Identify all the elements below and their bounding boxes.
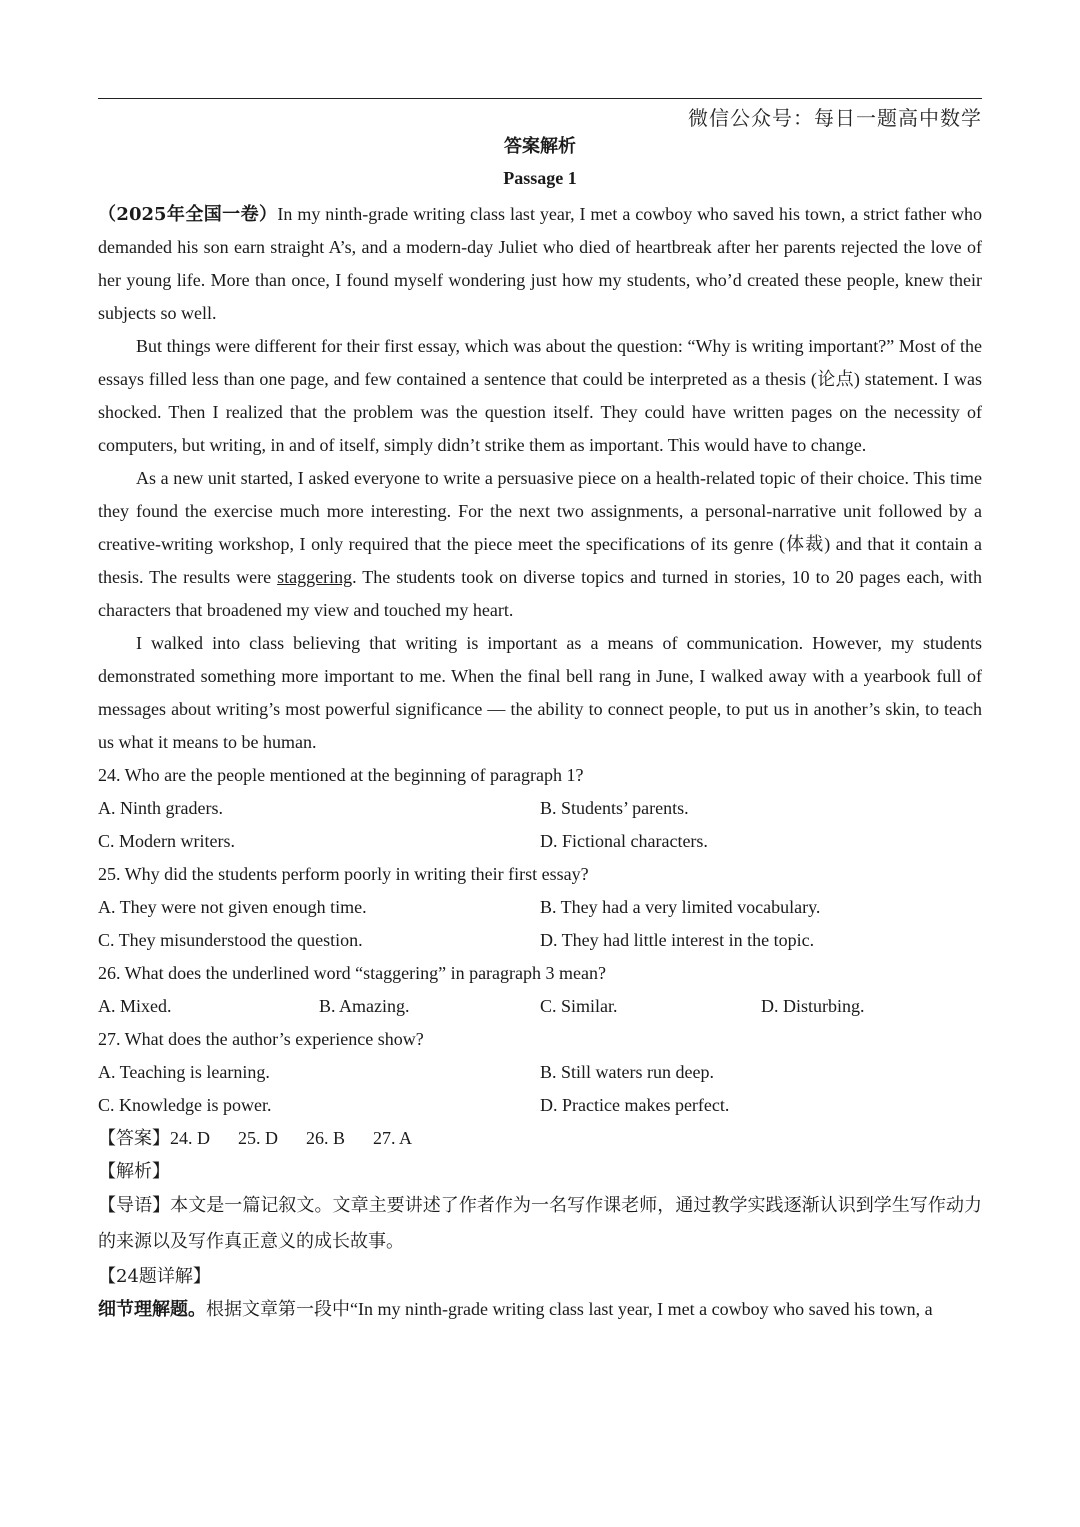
question-25: 25. Why did the students perform poorly in writing their first essay?	[98, 864, 589, 884]
answer-item: 25. D	[238, 1128, 278, 1148]
paragraph-3: As a new unit started, I asked everyone to write a persuasive piece on a health-related topic of their choice. This time they found the exercise much more interesting. For the next two assignments, a personal-narrative unit followed by a creative-writing workshop, I only required that the piece meet the specifications of its genre (体裁) and that it contain a thesis. The results were staggering. The students took on diverse topics and turned in stories, 10 to 20 pages each, with characters that broadened my view and touched my heart.	[98, 468, 982, 620]
option: B. Amazing.	[319, 996, 410, 1016]
question-27-options	[98, 1056, 982, 1122]
analysis-label: 【解析】	[98, 1161, 170, 1182]
question-25-options	[98, 891, 982, 957]
document-body	[98, 198, 982, 1326]
paragraph-1: （2025年全国一卷）In my ninth-grade writing class last year, I met a cowboy who saved his town, a strict father who demanded his son earn straight A’s, and a modern-day Juliet who died of heartbreak after her parents rejected the love of her young life. More than once, I found myself wondering just how my students, who’d created these people, knew their subjects so well.	[98, 204, 982, 323]
option: C. Knowledge is power.	[98, 1095, 272, 1115]
header-note: 微信公众号：每日一题高中数学	[688, 106, 982, 130]
page-title: 答案解析	[504, 136, 576, 157]
option: B. Still waters run deep.	[540, 1062, 714, 1082]
underlined-word: staggering	[277, 567, 353, 587]
detail-type: 细节理解题。	[98, 1299, 206, 1320]
answer-line	[98, 1122, 982, 1155]
guide-paragraph: 【导语】本文是一篇记叙文。文章主要讲述了作者作为一名写作课老师，通过教学实践逐渐认识到学生写作动力的来源以及写作真正意义的成长故事。	[98, 1195, 982, 1252]
option: A. Ninth graders.	[98, 798, 223, 818]
option: A. Mixed.	[98, 996, 172, 1016]
detail-label: 【24题详解】	[98, 1266, 211, 1287]
detail-paragraph: 细节理解题。根据文章第一段中“In my ninth-grade writing class last year, I met a cowboy who saved his town, a	[98, 1299, 933, 1320]
option: A. They were not given enough time.	[98, 897, 367, 917]
question-24: 24. Who are the people mentioned at the beginning of paragraph 1?	[98, 765, 584, 785]
option: D. Practice makes perfect.	[540, 1095, 730, 1115]
option: D. They had little interest in the topic.	[540, 930, 815, 950]
option: B. They had a very limited vocabulary.	[540, 897, 821, 917]
question-27: 27. What does the author’s experience show?	[98, 1029, 424, 1049]
answer-label: 【答案】	[98, 1128, 170, 1149]
paragraph-4: I walked into class believing that writing is important as a means of communication. However, my students demonstrated something more important to me. When the final bell rang in June, I walked away with a yearbook full of messages about writing’s most powerful significance — the ability to connect people, to put us in another’s skin, to teach us what it means to be human.	[98, 633, 982, 752]
option: C. Similar.	[540, 996, 618, 1016]
question-26-options	[98, 990, 982, 1023]
option: B. Students’ parents.	[540, 798, 689, 818]
paragraph-2: But things were different for their first essay, which was about the question: “Why is writing important?” Most of the essays filled less than one page, and few contained a sentence that could be interpreted as a thesis (论点) statement. I was shocked. Then I realized that the problem was the question itself. They could have written pages on the necessity of computers, but writing, in and of itself, simply didn’t strike them as important. This would have to change.	[98, 336, 982, 455]
option: C. They misunderstood the question.	[98, 930, 363, 950]
option: C. Modern writers.	[98, 831, 235, 851]
question-26: 26. What does the underlined word “staggering” in paragraph 3 mean?	[98, 963, 606, 983]
question-24-options	[98, 792, 982, 858]
header-rule	[98, 98, 982, 99]
answer-item: 27. A	[373, 1128, 413, 1148]
option: A. Teaching is learning.	[98, 1062, 270, 1082]
answer-item: 24. D	[170, 1128, 210, 1148]
answer-item: 26. B	[306, 1128, 346, 1148]
passage-title: Passage 1	[503, 168, 577, 188]
option: D. Fictional characters.	[540, 831, 708, 851]
option: D. Disturbing.	[761, 996, 865, 1016]
source-label: （2025年全国一卷）	[98, 204, 278, 225]
